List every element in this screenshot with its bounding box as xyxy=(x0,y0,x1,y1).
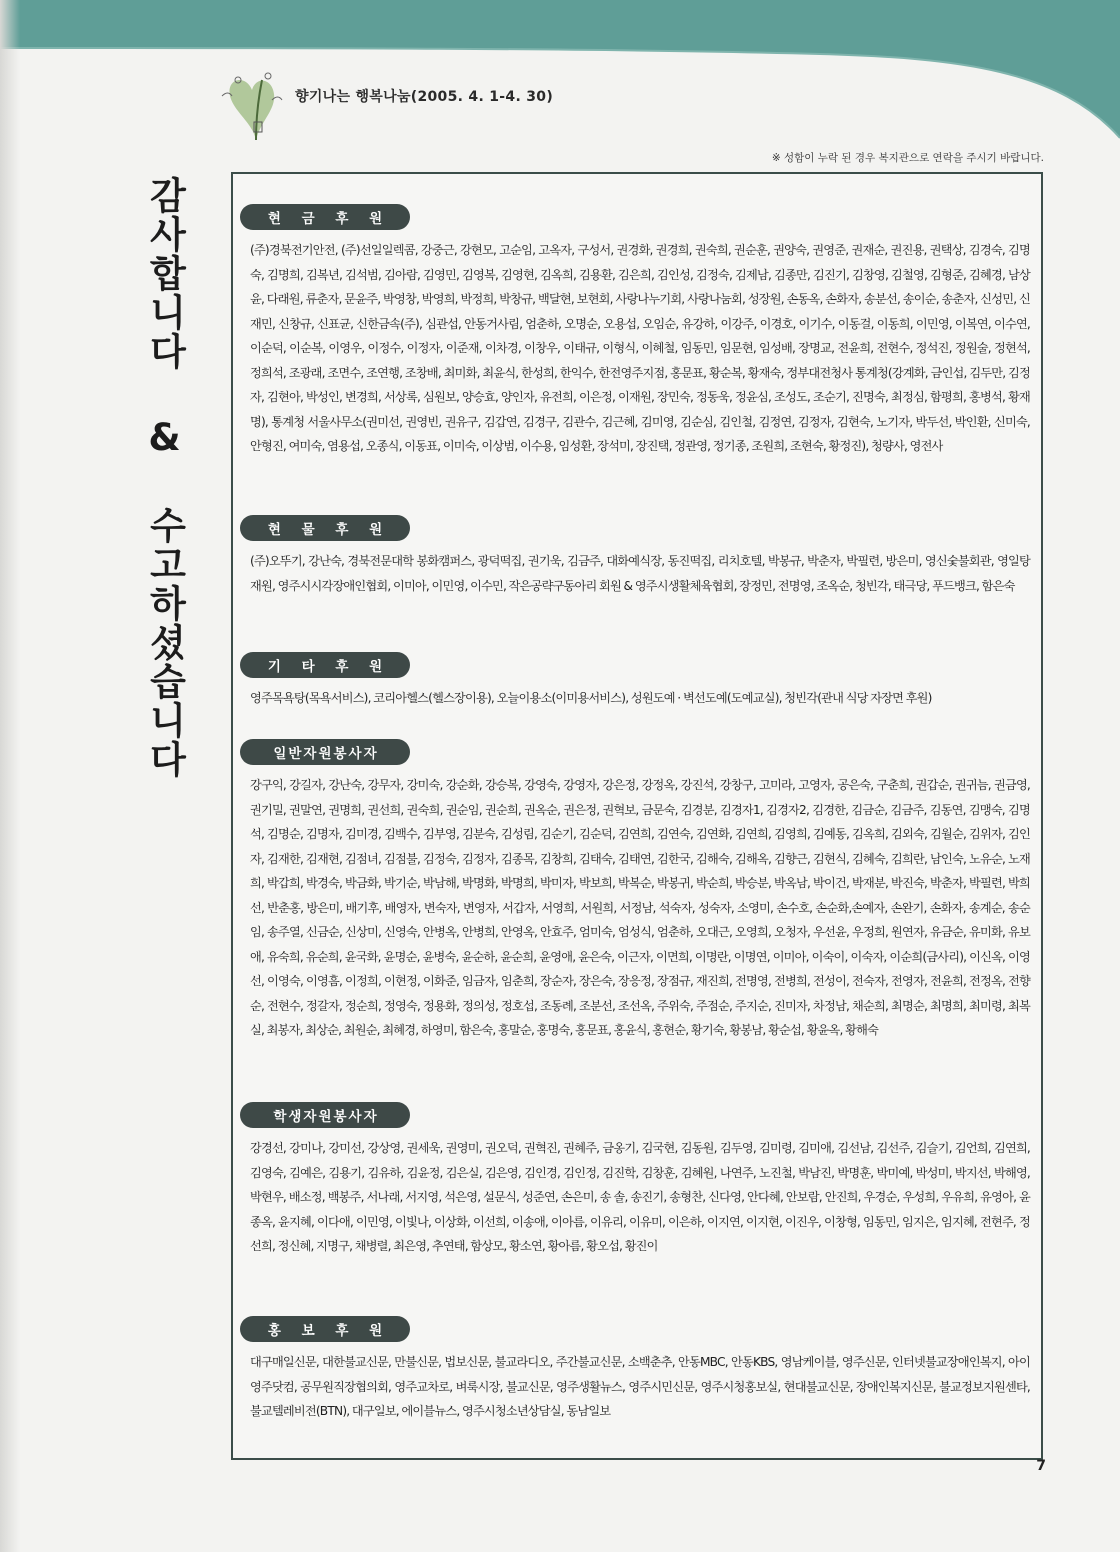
scan-edge-shadow xyxy=(0,0,20,1552)
cash-donor-list: (주)경북전기안전, (주)선일일렉콤, 강중근, 강현모, 고순임, 고옥자, 구성서, 권경화, 권경희, 권숙희, 권순훈, 권양숙, 권영준, 권재순, 권진용, 권택상, 김경숙, 김명숙, 김명희, 김복년, 김석범, 김아람, 김영민, 김영복, 김영현, 김옥희, 김용환, 김은희, 김인성, 김정숙, 김제남, 김종만, 김진기, 김창영, 김철영, 김형준, 김혜경, 남상윤, 다래원, 류춘자, 문윤주, 박영창, 박영희, 박정희, 박창규, 백달현, 보현회, 사랑나누기회, 사랑나눔회, 성장원, 손동옥, 손화자, 송분선, 송이순, 송춘자, 신성민, 신재민, 신창규, 신표균, 신한금속(주), 심관섭, 안동거사림, 엄춘하, 오명순, 오용섭, 오임순, 유강하, 이강주, 이경호, 이기수, 이동걸, 이동희, 이민영, 이복연, 이수연, 이순덕, 이순복, 이영우, 이정수, 이정자, 이준재, 이차경, 이창우, 이태규, 이형식, 이혜철, 임동민, 임문현, 임성배, 장명교, 전윤희, 전현수, 정석진, 정원술, 정현석, 정희석, 조광래, 조면수, 조연행, 조창배, 최미화, 최윤식, 한성희, 한익수, 한전영주지점, 홍문표, 황순복, 황재숙, 정부대전청사 통계청(강계화, 금인섭, 김두만, 김정자, 김현아, 박성인, 변경희, 서상록, 심원보, 양승효, 양인자, 유전희, 이은정, 이재원, 장민숙, 정동욱, 정윤심, 조성도, 조순기, 진명숙, 최정심, 함평희, 홍병석, 황재명), 통계청 서울사무소(권미선, 권영빈, 권유구, 김갑연, 김경구, 김관수, 김근혜, 김미영, 김순심, 김인철, 김정연, 김정자, 김현숙, 노기자, 박두선, 박인환, 신미숙, 안형진, 여미숙, 염용섭, 오종식, 이동표, 이미숙, 이상범, 이수용, 임성환, 장석미, 장진택, 정관영, 정기종, 조원희, 조현숙, 황정진), 청량사, 영전사 xyxy=(250,243,1030,453)
section-pr-support xyxy=(240,1316,1030,1424)
section-label-general-volunteers: 일반자원봉사자 xyxy=(240,739,410,765)
heart-plant-ornament-icon xyxy=(212,60,292,150)
pr-supporter-list: 대구매일신문, 대한불교신문, 만불신문, 법보신문, 불교라디오, 주간불교신문, 소백춘추, 안동MBC, 안동KBS, 영남케이블, 영주신문, 인터넷불교장애인복지, 아이영주닷컴, 공무원직장협의회, 영주교차로, 벼룩시장, 불교신문, 영주생활뉴스, 영주시민신문, 영주시청홍보실, 현대불교신문, 장애인복지신문, 불교정보지원센타, 불교텔레비전(BTN), 대구일보, 에이블뉴스, 영주시청소년상담실, 동남일보 xyxy=(250,1355,1030,1418)
section-label-goods: 현 물 후 원 xyxy=(240,515,410,541)
section-general-volunteers xyxy=(240,739,1030,1043)
general-volunteer-list: 강구익, 강길자, 강난숙, 강무자, 강미숙, 강순화, 강승복, 강영숙, 강영자, 강은정, 강정옥, 강진석, 강창구, 고미라, 고영자, 공은숙, 구춘희, 권갑순, 권귀늠, 권금영, 권기밀, 권말연, 권명희, 권선희, 권숙희, 권순임, 권순희, 권옥순, 권은정, 권혁보, 금문숙, 김경분, 김경자1, 김경자2, 김경한, 김금순, 김금주, 김동연, 김맹숙, 김명석, 김명순, 김명자, 김미경, 김백수, 김부영, 김분숙, 김성림, 김순기, 김순덕, 김연희, 김연숙, 김연화, 김연희, 김영희, 김예동, 김옥희, 김외숙, 김월순, 김위자, 김인자, 김재한, 김재현, 김점녀, 김점불, 김정숙, 김정자, 김종목, 김창희, 김태숙, 김태연, 김한국, 김해숙, 김해옥, 김향근, 김현식, 김혜숙, 김희란, 남인숙, 노유순, 노재희, 박갑희, 박경숙, 박금화, 박기순, 박남해, 박명화, 박명희, 박미자, 박보희, 박복순, 박봉귀, 박순희, 박승분, 박옥남, 박이건, 박재분, 박진숙, 박춘자, 박필련, 박희선, 반춘홍, 방은미, 배기후, 배영자, 변숙자, 변영자, 서갑자, 서영희, 서원희, 서정남, 석숙자, 성숙자, 소영미, 손수호, 손순화,손예자, 손완기, 손화자, 송계순, 송순임, 송주열, 신금순, 신상미, 신영숙, 안병옥, 안병희, 안영옥, 안효주, 엄미숙, 엄성식, 엄춘하, 오대근, 오영희, 오청자, 우선윤, 우정희, 원연자, 유금순, 유미화, 유보애, 유숙희, 유순희, 윤국화, 윤명순, 윤병숙, 윤순하, 윤순희, 윤영애, 윤은숙, 이근자, 이면희, 이명란, 이명연, 이미아, 이숙이, 이숙자, 이순희(금사리), 이신옥, 이영선, 이영숙, 이영흠, 이정희, 이현정, 이화준, 임금자, 임춘희, 장순자, 장은숙, 장응정, 장점규, 재진희, 전명영, 전병희, 전성이, 전숙자, 전영자, 전윤희, 전정옥, 전향순, 전현수, 정갈자, 정순희, 정영숙, 정용화, 정의성, 정호섭, 조동례, 조분선, 조선옥, 주위숙, 주점순, 주지순, 진미자, 차정남, 채순희, 최명순, 최명희, 최미령, 최복실, 최봉자, 최상순, 최원순, 최혜경, 하영미, 함은숙, 홍말순, 홍명숙, 홍문표, 홍윤식, 홍현순, 황기숙, 황봉남, 황순섭, 황윤옥, 황해숙 xyxy=(250,778,1030,1037)
section-label-other: 기 타 후 원 xyxy=(240,652,410,678)
section-other-donation xyxy=(240,652,1030,711)
side-vertical-title: 감사합니다 & 수고하셨습니다 xyxy=(143,176,186,779)
page-number: 7 xyxy=(1036,1458,1046,1474)
other-donor-list: 영주목욕탕(목욕서비스), 코리아헬스(헬스장이용), 오늘이용소(이미용서비스), 성원도예 · 벽선도예(도예교실), 청빈각(관내 식당 자장면 후원) xyxy=(250,691,932,705)
section-goods-donation xyxy=(240,515,1030,598)
section-label-cash: 현 금 후 원 xyxy=(240,204,410,230)
section-student-volunteers xyxy=(240,1102,1030,1259)
goods-donor-list: (주)오뚜기, 강난숙, 경북전문대학 봉화캠퍼스, 광덕떡집, 권기욱, 김금주, 대화예식장, 동진떡집, 리치호텔, 박봉규, 박춘자, 박필련, 방은미, 영신숯불회관, 영일탕재원, 영주시시각장애인협회, 이미아, 이민영, 이수민, 작은공략구동아리 회원 & 영주시생활체육협회, 장정민, 전명영, 조옥순, 청빈각, 태극당, 푸드뱅크, 함은숙 xyxy=(250,554,1030,593)
student-volunteer-list: 강경선, 강미나, 강미선, 강상영, 권세욱, 권영미, 권오덕, 권혁진, 권혜주, 금옹기, 김국현, 김동원, 김두영, 김미령, 김미애, 김선남, 김선주, 김슬기, 김언희, 김연희, 김영숙, 김예은, 김용기, 김유하, 김윤정, 김은실, 김은영, 김인경, 김인정, 김진학, 김창훈, 김혜원, 나연주, 노진철, 박남진, 박명훈, 박미예, 박성미, 박지선, 박해영, 박현우, 배소정, 백봉주, 서나래, 서지영, 석은영, 설문식, 성준연, 손은미, 송 솔, 송진기, 송형찬, 신다영, 안다혜, 안보람, 안진희, 우경순, 우성희, 우유희, 유영아, 윤종옥, 윤지혜, 이다애, 이민영, 이빛나, 이상화, 이선희, 이송애, 이아름, 이유리, 이유미, 이은하, 이지연, 이지현, 이진우, 이창형, 임동민, 임지은, 임지혜, 전현주, 정선희, 정신혜, 지명구, 채병렬, 최은영, 추연태, 함상모, 황소연, 황아름, 황오섭, 황진이 xyxy=(250,1141,1030,1253)
section-label-student-volunteers: 학생자원봉사자 xyxy=(240,1102,410,1128)
page-header-title: 향기나는 행복나눔(2005. 4. 1-4. 30) xyxy=(295,89,554,105)
section-cash-donation xyxy=(240,204,1030,459)
corner-teal-curve xyxy=(0,0,1120,160)
missing-name-notice: ※ 성함이 누락 된 경우 복지관으로 연락을 주시기 바랍니다. xyxy=(771,152,1044,164)
section-label-pr: 홍 보 후 원 xyxy=(240,1316,410,1342)
